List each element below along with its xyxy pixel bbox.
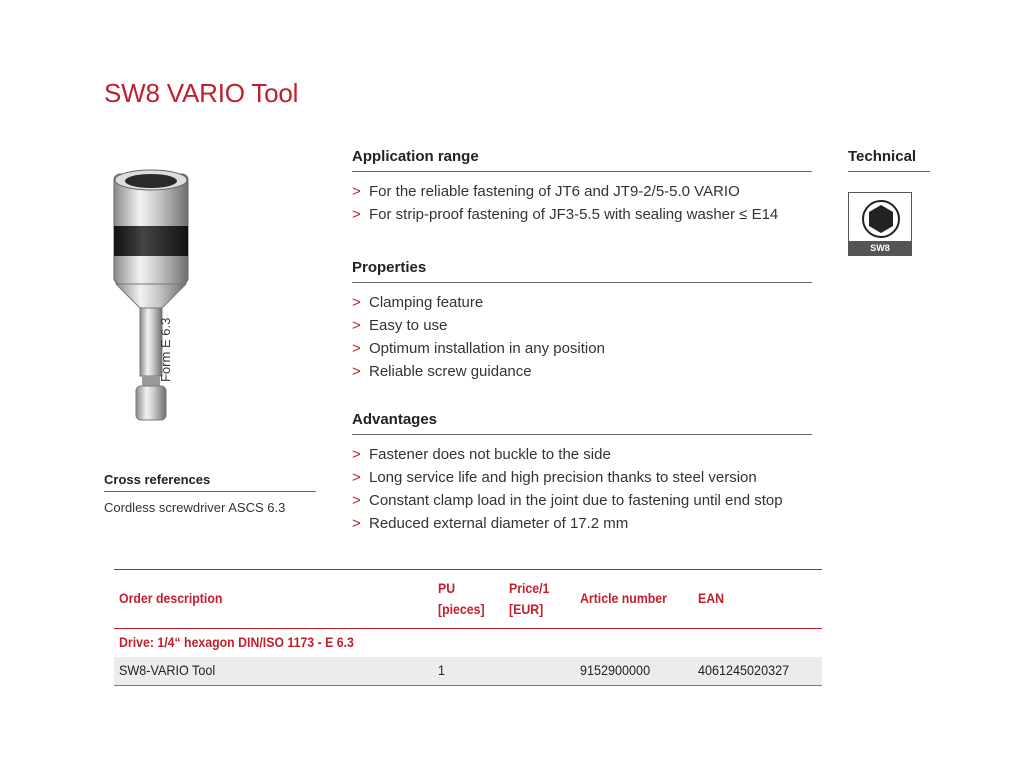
chevron-right-icon: > [352,317,361,334]
advantages-heading: Advantages [352,411,812,435]
hexagon-socket-icon [860,198,902,240]
form-label: Form E 6.3 [158,317,173,382]
table-group-row [114,629,822,657]
product-image [106,166,196,428]
chevron-right-icon: > [352,492,361,509]
sw8-label: SW8 [849,241,911,255]
list-item: > Optimum installation in any position [352,337,812,360]
list-item: > Fastener does not buckle to the side [352,443,812,466]
cell-description: SW8-VARIO Tool [119,662,216,678]
order-table [114,569,822,686]
header-pu: PU [438,580,456,596]
header-pu-unit: [pieces] [438,601,485,617]
chevron-right-icon: > [352,446,361,463]
list-item: > For the reliable fastening of JT6 and JT9-2/5-5.0 VARIO [352,180,812,203]
sw8-badge [848,192,912,256]
table-row[interactable] [114,657,822,686]
table-header [114,570,822,628]
list-item: > Easy to use [352,314,812,337]
list-item: > Reliable screw guidance [352,360,812,383]
header-ean: EAN [698,590,725,606]
cross-reference-item[interactable]: Cordless screwdriver ASCS 6.3 [104,500,286,515]
chevron-right-icon: > [352,183,361,200]
chevron-right-icon: > [352,515,361,532]
header-order-description: Order description [119,590,223,606]
chevron-right-icon: > [352,294,361,311]
cell-article-number: 9152900000 [580,662,651,678]
cross-references-heading: Cross references [104,472,316,492]
advantages-section[interactable] [352,411,812,549]
list-item: > Reduced external diameter of 17.2 mm [352,512,812,535]
group-label: Drive: 1/4“ hexagon DIN/ISO 1173 - E 6.3 [119,634,354,650]
chevron-right-icon: > [352,206,361,223]
chevron-right-icon: > [352,469,361,486]
properties-heading: Properties [352,259,812,283]
header-price-unit: [EUR] [509,601,544,617]
chevron-right-icon: > [352,340,361,357]
header-price: Price/1 [509,580,550,596]
application-range-section [352,148,812,226]
list-item: > Clamping feature [352,291,812,314]
list-item: > For strip-proof fastening of JF3-5.5 with sealing washer ≤ E14 [352,203,812,226]
page-title: SW8 VARIO Tool [104,78,299,108]
chevron-right-icon: > [352,363,361,380]
properties-section [352,259,812,383]
header-article-number: Article number [580,590,667,606]
list-item: > Constant clamp load in the joint due to fastening until end stop [352,489,812,512]
list-item: > Long service life and high precision thanks to steel version [352,466,812,489]
cell-ean: 4061245020327 [698,662,790,678]
technical-heading: Technical [848,148,930,172]
application-range-heading: Application range [352,148,812,172]
cell-pu: 1 [438,662,446,678]
